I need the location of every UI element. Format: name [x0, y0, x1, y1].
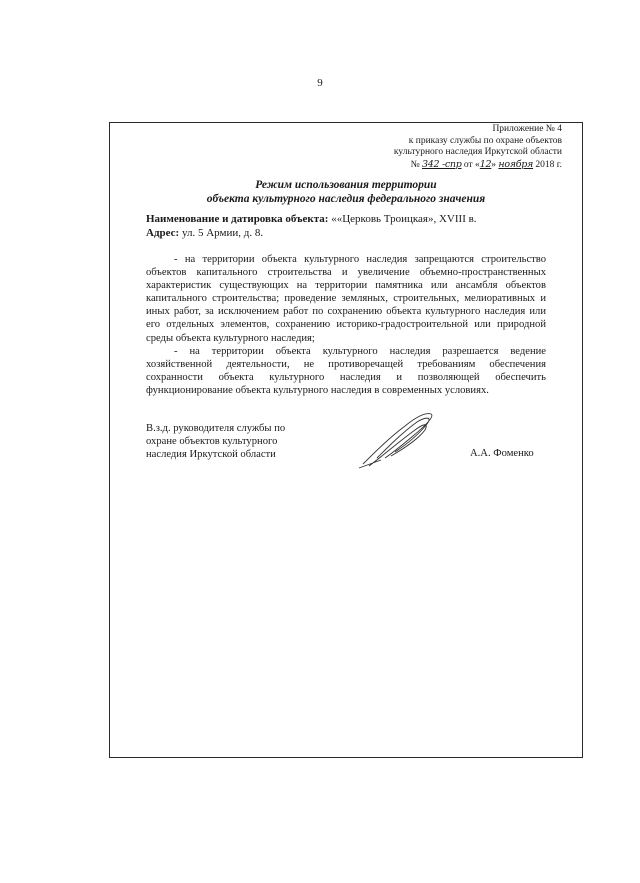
title-line-1: Режим использования территории	[255, 179, 437, 191]
page-number: 9	[317, 77, 323, 89]
order-close-quote: »	[491, 159, 497, 170]
appendix-title: Приложение № 4	[492, 124, 562, 134]
appendix-authority: культурного наследия Иркутской области	[393, 147, 562, 158]
order-number-line	[394, 159, 562, 172]
order-number: 342 -спр	[422, 158, 462, 170]
object-name-label: Наименование и датировка объекта:	[146, 213, 329, 225]
handwritten-signature	[355, 408, 445, 470]
signatory-position-line-3: наследия Иркутской области	[146, 449, 276, 461]
order-year: 2018 г.	[535, 159, 562, 170]
order-from: от «	[463, 159, 480, 170]
prohibitions-paragraph: - на территории объекта культурного наследия запрещаются строительство объектов капитального строительства и увеличение объемно-пространственных характеристик существующих на территории памятника или ансамбля объектов капитального строительства; проведение земляных, строительных, мелиоративных и иных работ, за исключением работ по сохранению объекта культурного наследия или его отдельных элементов, сохранению историко-градостроительной или природной среды объекта культурного наследия;	[146, 254, 546, 344]
order-prefix: №	[410, 159, 420, 170]
appendix-order-ref: к приказу службы по охране объектов	[408, 135, 562, 146]
object-address-row	[146, 226, 477, 240]
order-day: 12	[479, 158, 492, 170]
permissions-paragraph: - на территории объекта культурного наследия разрешается ведение хозяйственной деятельности, не противоречащей требованиям обеспечения сохранности объекта культурного наследия и позволяющей обеспечить функционирование объекта культурного наследия в современных условиях.	[146, 345, 546, 396]
appendix-header	[394, 124, 562, 171]
object-name-row	[146, 212, 477, 226]
regime-text	[146, 253, 546, 397]
object-info	[146, 212, 477, 240]
title-line-2: объекта культурного наследия федерального значения	[206, 193, 486, 205]
object-name-value: ««Церковь Троицкая», XVIII в.	[328, 213, 477, 225]
signatory-name: А.А. Фоменко	[470, 448, 534, 459]
document-title	[109, 178, 583, 206]
signatory-position	[146, 422, 336, 462]
object-address-label: Адрес:	[146, 227, 180, 239]
signatory-position-line-1: В.з.д. руководителя службы по	[146, 423, 286, 434]
signatory-position-line-2: охране объектов культурного	[146, 436, 278, 448]
object-address-value: ул. 5 Армии, д. 8.	[179, 227, 264, 239]
order-month: ноября	[498, 158, 534, 170]
